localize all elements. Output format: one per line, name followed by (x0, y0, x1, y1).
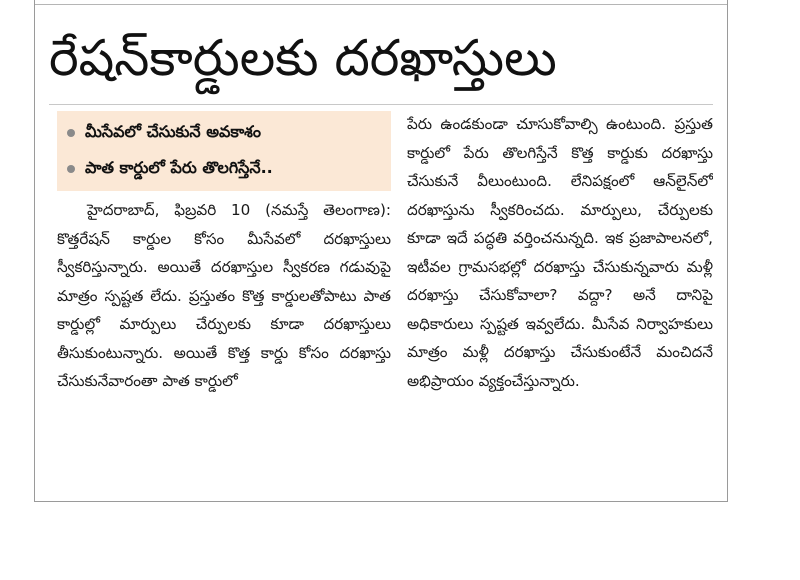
highlight-item (67, 151, 381, 187)
article-column-left (57, 196, 391, 481)
headline-divider (49, 104, 713, 105)
body-text-right: పేరు ఉండకుండా చూసుకోవాల్సి ఉంటుంది. ప్రస్తుత కార్డులో పేరు తొలగిస్తేనే కొత్త కార్డుకు దరఖాస్తు చేసుకునే వీలుంటుంది. లేనిపక్షంలో ఆన్‌లైన్‌లో దరఖాస్తును స్వీకరించదు. మార్పులు, చేర్పులకు కూడా ఇదే పద్ధతి వర్తించనున్నది. ఇక ప్రజాపాలనలో, ఇటీవల గ్రామసభల్లో దరఖాస్తు చేసుకున్నవారు మళ్లీ దరఖాస్తు చేసుకోవాలా? వద్దా? అనే దానిపై అధికారులు స్పష్టత ఇవ్వలేదు. మీసేవ నిర్వాహకులు మాత్రం మళ్లీ దరఖాస్తు చేసుకుంటేనే మంచిదనే అభిప్రాయం వ్యక్తంచేస్తున్నారు. (407, 115, 713, 390)
bullet-icon (67, 129, 75, 137)
highlight-text: మీసేవలో చేసుకునే అవకాశం (85, 121, 261, 141)
news-clipping (34, 0, 728, 502)
article-column-right (407, 110, 713, 480)
highlight-item (67, 115, 381, 151)
body-text-left: హైదరాబాద్, ఫిబ్రవరి 10 (నమస్తే తెలంగాణ): కొత్తరేషన్ కార్డుల కోసం మీసేవలో దరఖాస్తులు స్వీకరిస్తున్నారు. అయితే దరఖాస్తుల స్వీకరణ గడువుపై మాత్రం స్పష్టత లేదు. ప్రస్తుతం కొత్త కార్డులతోపాటు పాత కార్డుల్లో మార్పులు చేర్పులకు కూడా దరఖాస్తులు తీసుకుంటున్నారు. అయితే కొత్త కార్డు కోసం దరఖాస్తు చేసుకునేవారంతా పాత కార్డులో (57, 201, 391, 390)
highlight-text: పాత కార్డులో పేరు తొలగిస్తేనే.. (85, 157, 273, 177)
headline: రేషన్‌కార్డులకు దరఖాస్తులు (49, 29, 557, 87)
highlights-box (57, 111, 391, 191)
bullet-icon (67, 165, 75, 173)
top-rule (35, 4, 727, 5)
